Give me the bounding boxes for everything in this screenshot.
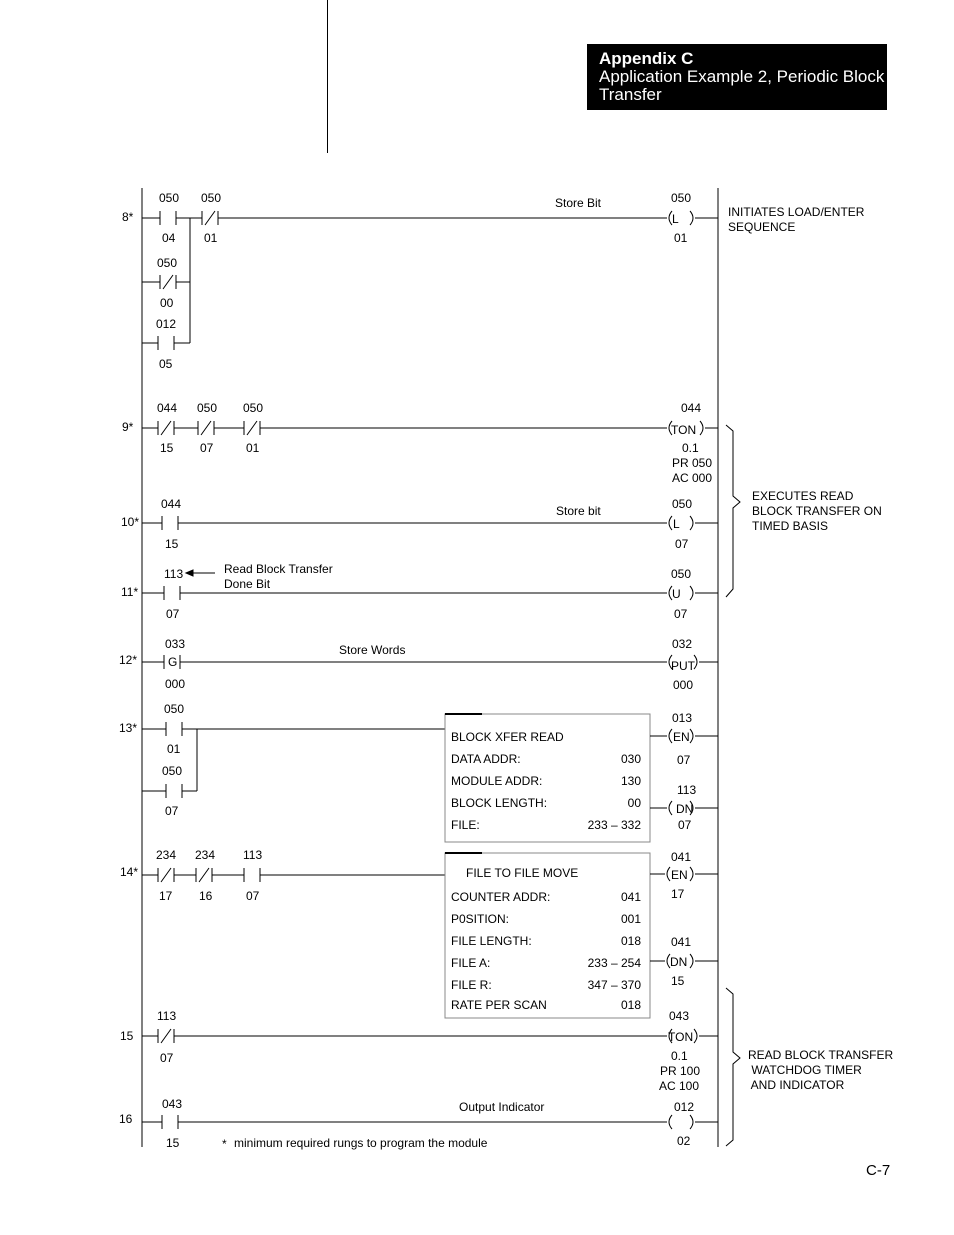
output-address: 050 — [671, 567, 692, 581]
contact-address: 012 — [156, 317, 177, 331]
bracket-rungs-9-11 — [726, 425, 740, 597]
rung-number: 9* — [122, 420, 134, 434]
block-row-label: BLOCK LENGTH: — [451, 796, 548, 810]
timer-param: 0.1 — [682, 441, 699, 455]
rung-label: Store Words — [339, 643, 406, 657]
output-bit: 000 — [673, 678, 694, 692]
contact-bit: 07 — [166, 607, 180, 621]
annotation-line: EXECUTES READ — [752, 489, 854, 503]
output-symbol: EN — [671, 868, 688, 882]
footnote-text: minimum required rungs to program the module — [234, 1136, 488, 1150]
output-address: 113 — [677, 783, 697, 797]
header-title-line-2: Transfer — [599, 85, 662, 104]
contact-bit: 05 — [159, 357, 173, 371]
output-bit: 01 — [674, 231, 688, 245]
contact-bit: 01 — [246, 441, 260, 455]
contact-bit: 07 — [200, 441, 214, 455]
note-label: Read Block Transfer — [224, 562, 333, 576]
output-bit: 07 — [678, 818, 692, 832]
rung-label: Store bit — [556, 504, 601, 518]
block-row-label: FILE: — [451, 818, 480, 832]
rung-number: 15 — [120, 1029, 134, 1043]
output-symbol: TON — [668, 1030, 694, 1044]
contact-bit: 04 — [162, 231, 176, 245]
contact-address: 050 — [201, 191, 222, 205]
timer-param: AC 100 — [659, 1079, 700, 1093]
block-row-value: 347 – 370 — [587, 978, 641, 992]
output-symbol: PUT — [671, 659, 695, 673]
timer-param: AC 000 — [672, 471, 713, 485]
contact-bit: 16 — [199, 889, 213, 903]
annotation-line: SEQUENCE — [728, 220, 796, 234]
output-address: 012 — [674, 1100, 695, 1114]
contact-bit: 07 — [246, 889, 260, 903]
annotation-line: READ BLOCK TRANSFER — [748, 1048, 894, 1062]
contact-bit: 15 — [160, 441, 174, 455]
output-bit: 07 — [674, 607, 688, 621]
output-bit: 02 — [677, 1134, 691, 1148]
footnote-marker: * — [222, 1137, 227, 1151]
rung-9 — [142, 421, 718, 435]
output-symbol: DN — [676, 802, 694, 816]
output-address: 043 — [669, 1009, 690, 1023]
timer-param: PR 100 — [660, 1064, 701, 1078]
block-row-label: P0SITION: — [451, 912, 510, 926]
output-symbol: DN — [670, 955, 688, 969]
output-address: 041 — [671, 935, 692, 949]
output-address: 013 — [672, 711, 693, 725]
annotation-line: INITIATES LOAD/ENTER — [728, 205, 865, 219]
rung-number: 13* — [119, 721, 138, 735]
header-title-line-1: Application Example 2, Periodic Block — [599, 67, 885, 86]
annotation-line: WATCHDOG TIMER — [748, 1063, 862, 1077]
block-row-label: FILE R: — [451, 978, 492, 992]
bracket-rungs-15-16 — [726, 988, 740, 1146]
block-row-label: DATA ADDR: — [451, 752, 521, 766]
block-row-value: 233 – 332 — [587, 818, 641, 832]
contact-address: 113 — [243, 848, 263, 862]
appendix-label: Appendix C — [599, 49, 694, 68]
annotation-line: TIMED BASIS — [752, 519, 829, 533]
ladder-labels — [119, 191, 893, 1151]
block-row-value: 018 — [620, 934, 641, 948]
contact-address: 050 — [157, 256, 178, 270]
output-symbol: L — [672, 212, 679, 226]
contact-bit: 15 — [165, 537, 179, 551]
block-row-value: 001 — [620, 912, 641, 926]
annotation-line: BLOCK TRANSFER ON — [752, 504, 882, 518]
block-row-label: COUNTER ADDR: — [451, 890, 551, 904]
block-row-value: 041 — [620, 890, 641, 904]
contact-address: 043 — [162, 1097, 183, 1111]
annotation-line: AND INDICATOR — [748, 1078, 845, 1092]
rung-12 — [142, 655, 718, 669]
contact-address: 234 — [195, 848, 216, 862]
output-symbol: U — [672, 587, 681, 601]
output-symbol: EN — [673, 730, 690, 744]
block-row-value: 00 — [627, 796, 641, 810]
output-address: 041 — [671, 850, 692, 864]
rung-number: 11* — [121, 585, 139, 599]
rung-number: 8* — [122, 210, 134, 224]
rung-number: 12* — [119, 653, 138, 667]
rung-label: Output Indicator — [459, 1100, 545, 1114]
block-row-label: FILE LENGTH: — [451, 934, 532, 948]
contact-bit: 01 — [167, 742, 181, 756]
contact-address: 113 — [164, 567, 184, 581]
contact-address: 050 — [159, 191, 180, 205]
output-address: 044 — [681, 401, 702, 415]
contact-bit: 01 — [204, 231, 218, 245]
output-bit: 07 — [677, 753, 691, 767]
contact-address: 050 — [164, 702, 185, 716]
contact-address: 033 — [165, 637, 186, 651]
block-row-label: MODULE ADDR: — [451, 774, 543, 788]
block-row-label: FILE A: — [451, 956, 491, 970]
contact-address: 113 — [157, 1009, 177, 1023]
block-row-value: 233 – 254 — [587, 956, 641, 970]
block-row-label: RATE PER SCAN — [451, 998, 547, 1012]
contact-bit: 07 — [160, 1051, 174, 1065]
output-address: 032 — [672, 637, 693, 651]
block-row-value: 018 — [620, 998, 641, 1012]
output-bit: 17 — [671, 887, 685, 901]
output-symbol: TON — [671, 423, 697, 437]
timer-param: PR 050 — [672, 456, 713, 470]
block-title: BLOCK XFER READ — [451, 730, 564, 744]
rung-number: 10* — [121, 515, 140, 529]
output-bit: 15 — [671, 974, 685, 988]
contact-address: 050 — [162, 764, 183, 778]
contact-bit: 00 — [160, 296, 174, 310]
block-row-value: 130 — [620, 774, 641, 788]
output-bit: 07 — [675, 537, 689, 551]
note-label: Done Bit — [224, 577, 271, 591]
output-address: 050 — [671, 191, 692, 205]
contact-bit: 000 — [165, 677, 186, 691]
block-row-value: 030 — [620, 752, 641, 766]
rung-8 — [142, 211, 718, 350]
rung-number: 16 — [119, 1112, 133, 1126]
contact-address: 044 — [161, 497, 182, 511]
contact-bit: 17 — [159, 889, 173, 903]
contact-address: 050 — [197, 401, 218, 415]
contact-type: G — [168, 655, 178, 669]
rung-10 — [142, 516, 718, 530]
contact-bit: 15 — [166, 1136, 180, 1150]
rung-16 — [142, 1115, 718, 1129]
block-title: FILE TO FILE MOVE — [466, 866, 579, 880]
contact-address: 234 — [156, 848, 177, 862]
rung-number: 14* — [120, 865, 139, 879]
contact-address: 050 — [243, 401, 264, 415]
contact-address: 044 — [157, 401, 178, 415]
page-number: C-7 — [866, 1162, 891, 1179]
output-symbol: L — [673, 517, 680, 531]
output-address: 050 — [672, 497, 693, 511]
timer-param: 0.1 — [671, 1049, 688, 1063]
rung-label: Store Bit — [555, 196, 602, 210]
rung-15 — [142, 1029, 718, 1043]
contact-bit: 07 — [165, 804, 179, 818]
